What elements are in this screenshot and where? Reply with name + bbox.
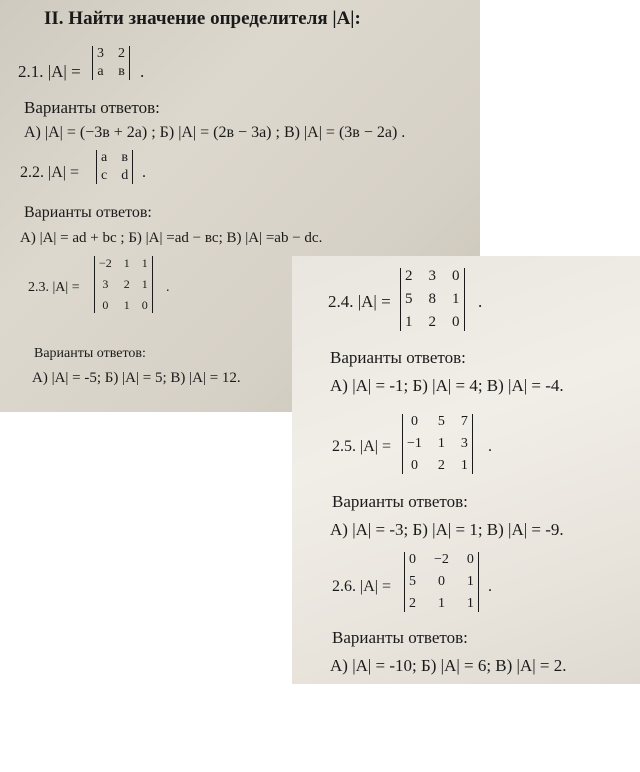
problem-2-6-label: 2.6. |A| = xyxy=(332,578,391,595)
matrix-cell: 3 xyxy=(460,436,468,451)
matrix-cell: 2 xyxy=(428,314,436,330)
matrix-cell: 2 xyxy=(405,268,413,284)
problem-2-2-answers: А) |A| = ad + bc ; Б) |A| =ad − вc; В) |A| =ab − dc. xyxy=(20,230,323,246)
matrix-cell: −1 xyxy=(407,436,422,451)
problem-2-3-label: 2.3. |A| = xyxy=(28,280,80,295)
problem-2-2-variants: Варианты ответов: xyxy=(24,204,152,221)
matrix-cell: 1 xyxy=(437,436,445,451)
matrix-cell: 0 xyxy=(452,268,460,284)
problem-2-4-label: 2.4. |A| = xyxy=(328,292,391,311)
period: . xyxy=(166,280,170,295)
matrix-cell: 2 xyxy=(437,458,445,473)
matrix-cell: 1 xyxy=(123,256,130,270)
matrix-cell: 1 xyxy=(466,596,474,611)
problem-2-6-answers: А) |A| = -10; Б) |A| = 6; В) |A| = 2. xyxy=(330,656,567,675)
problem-2-1-matrix xyxy=(92,46,130,80)
page-title: II. Найти значение определителя |A|: xyxy=(44,8,361,29)
matrix-cell: −2 xyxy=(434,552,449,567)
matrix-cell: 1 xyxy=(141,277,148,291)
photo-right xyxy=(292,256,640,684)
period: . xyxy=(488,578,492,595)
matrix-cell: а xyxy=(97,64,104,79)
problem-2-5-answers: А) |A| = -3; Б) |A| = 1; В) |A| = -9. xyxy=(330,520,564,539)
problem-2-2-label: 2.2. |A| = xyxy=(20,164,79,181)
problem-2-4-answers: А) |A| = -1; Б) |A| = 4; В) |A| = -4. xyxy=(330,376,564,395)
matrix-cell: 1 xyxy=(437,596,445,611)
period: . xyxy=(142,164,146,181)
matrix-cell: 1 xyxy=(466,574,474,589)
problem-2-1-label: 2.1. |A| = xyxy=(18,62,81,81)
matrix-cell: 8 xyxy=(428,291,436,307)
period: . xyxy=(488,438,492,455)
problem-2-2-matrix xyxy=(96,150,133,184)
matrix-cell: d xyxy=(121,168,129,183)
matrix-cell: 2 xyxy=(123,277,130,291)
matrix-cell: c xyxy=(101,168,108,183)
problem-2-6-variants: Варианты ответов: xyxy=(332,628,468,647)
matrix-cell: 0 xyxy=(409,552,416,567)
problem-2-3-variants: Варианты ответов: xyxy=(34,346,146,361)
matrix-cell: 3 xyxy=(102,277,109,291)
matrix-cell: 5 xyxy=(437,414,445,429)
matrix-cell: 2 xyxy=(409,596,416,611)
matrix-cell: 0 xyxy=(452,314,460,330)
matrix-cell: 0 xyxy=(410,414,418,429)
matrix-cell: 1 xyxy=(460,458,468,473)
matrix-cell: в xyxy=(121,150,129,165)
problem-2-1-variants: Варианты ответов: xyxy=(24,98,160,117)
problem-2-6-matrix xyxy=(404,552,479,612)
matrix-cell: 0 xyxy=(466,552,474,567)
matrix-cell: 5 xyxy=(409,574,416,589)
matrix-cell: a xyxy=(101,150,108,165)
problem-2-3-answers: А) |A| = -5; Б) |A| = 5; В) |A| = 12. xyxy=(32,370,241,386)
problem-2-1-answers: А) |A| = (−3в + 2а) ; Б) |A| = (2в − 3а) ; В) |A| = (3в − 2а) . xyxy=(24,124,406,141)
matrix-cell: −2 xyxy=(99,256,112,270)
matrix-cell: 1 xyxy=(123,298,130,312)
problem-2-3-matrix xyxy=(94,256,153,313)
problem-2-4-matrix xyxy=(400,268,465,331)
matrix-cell: 7 xyxy=(460,414,468,429)
matrix-cell: 0 xyxy=(437,574,445,589)
problem-2-5-matrix xyxy=(402,414,473,474)
matrix-cell: 3 xyxy=(428,268,436,284)
matrix-cell: 1 xyxy=(405,314,413,330)
problem-2-5-variants: Варианты ответов: xyxy=(332,492,468,511)
matrix-cell: 0 xyxy=(102,298,109,312)
period: . xyxy=(140,62,145,81)
problem-2-5-label: 2.5. |A| = xyxy=(332,438,391,455)
matrix-cell: 1 xyxy=(141,256,148,270)
matrix-cell: 1 xyxy=(452,291,460,307)
problem-2-4-variants: Варианты ответов: xyxy=(330,348,466,367)
matrix-cell: 0 xyxy=(141,298,148,312)
matrix-cell: 3 xyxy=(97,46,104,61)
matrix-cell: 5 xyxy=(405,291,413,307)
matrix-cell: 0 xyxy=(410,458,418,473)
matrix-cell: 2 xyxy=(118,46,125,61)
matrix-cell: в xyxy=(118,64,125,79)
period: . xyxy=(478,292,483,311)
